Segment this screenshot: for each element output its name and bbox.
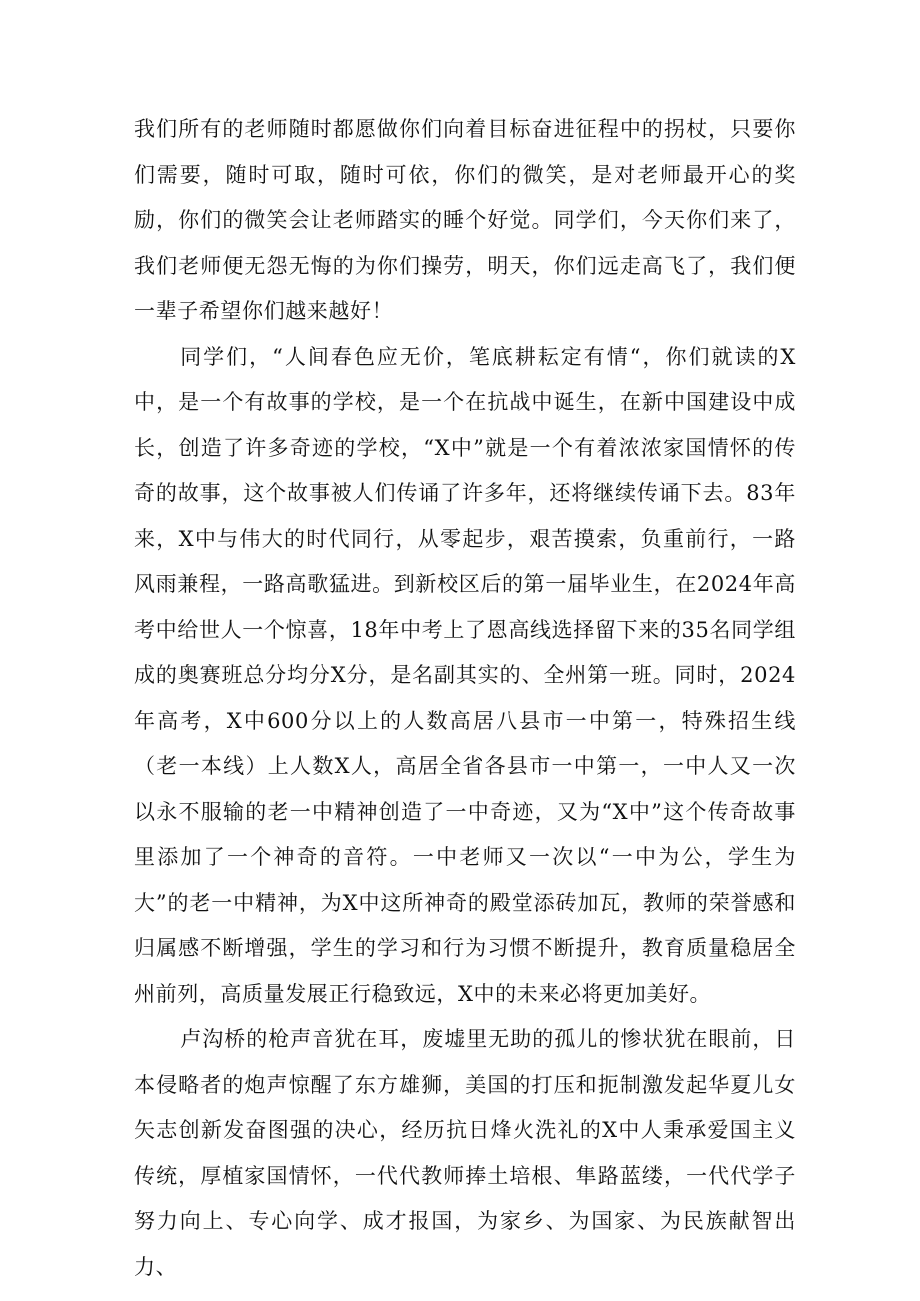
document-body	[134, 107, 796, 1290]
paragraph-teachers-support: 我们所有的老师随时都愿做你们向着目标奋进征程中的拐杖，只要你们需要，随时可取，随时可依，你们的微笑，是对老师最开心的奖励，你们的微笑会让老师踏实的睡个好觉。同学们，今天你们来了，我们老师便无怨无悔的为你们操劳，明天，你们远走高飞了，我们便一辈子希望你们越来越好！	[134, 117, 796, 323]
paragraph-school-history: 同学们，“人间春色应无价，笔底耕耘定有情“，你们就读的X中，是一个有故事的学校，是一个在抗战中诞生，在新中国建设中成长，创造了许多奇迹的学校，“X中”就是一个有着浓浓家国情怀的传奇的故事，这个故事被人们传诵了许多年，还将继续传诵下去。83年来，X中与伟大的时代同行，从零起步，艰苦摸索，负重前行，一路风雨兼程，一路高歌猛进。到新校区后的第一届毕业生，在2024年高考中给世人一个惊喜，18年中考上了恩高线选择留下来的35名同学组成的奥赛班总分均分X分，是名副其实的、全州第一班。同时，2024年高考，X中600分以上的人数高居八县市一中第一，特殊招生线（老一本线）上人数X人，高居全省各县市一中第一，一中人又一次以永不服输的老一中精神创造了一中奇迹，又为“X中”这个传奇故事里添加了一个神奇的音符。一中老师又一次以“一中为公，学生为大”的老一中精神，为X中这所神奇的殿堂添砖加瓦，教师的荣誉感和归属感不断增强，学生的学习和行为习惯不断提升，教育质量稳居全州前列，高质量发展正行稳致远，X中的未来必将更加美好。	[134, 344, 796, 1006]
paragraph-patriotic-tradition: 卢沟桥的枪声音犹在耳，废墟里无助的孤儿的惨状犹在眼前，日本侵略者的炮声惊醒了东方雄狮，美国的打压和扼制激发起华夏儿女矢志创新发奋图强的决心，经历抗日烽火洗礼的X中人秉承爱国主义传统，厚植家国情怀，一代代教师捧土培根、隼路蓝缕，一代代学子努力向上、专心向学、成才报国，为家乡、为国家、为民族献智出力、	[134, 1027, 796, 1279]
